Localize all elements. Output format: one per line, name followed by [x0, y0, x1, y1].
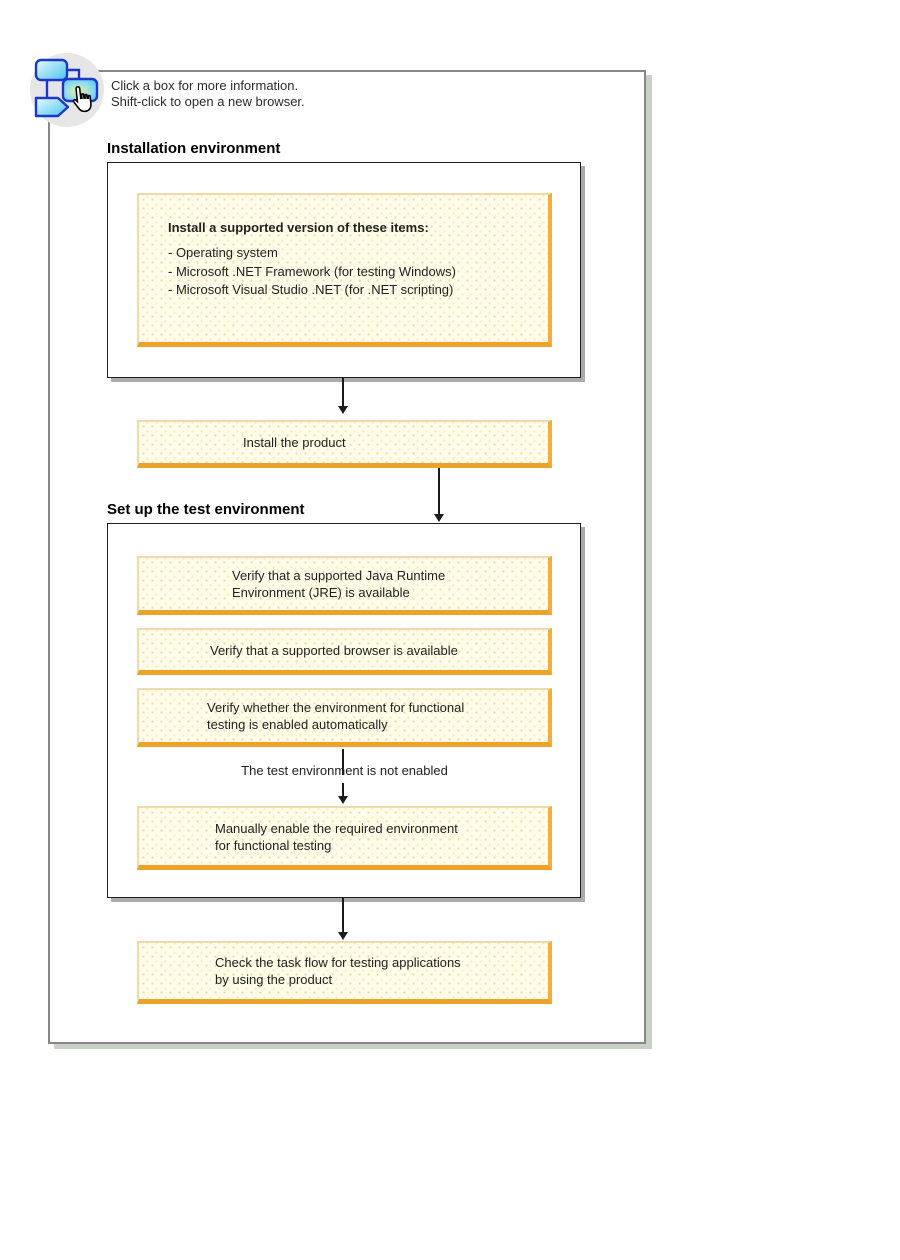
prereq-item-visual-studio: - Microsoft Visual Studio .NET (for .NET scripting): [168, 282, 454, 297]
verify-functional-line-2: testing is enabled automatically: [207, 717, 388, 732]
arrow-stem-1: [342, 378, 344, 407]
verify-jre-line-2: Environment (JRE) is available: [232, 585, 410, 600]
icon-box-1: [36, 60, 67, 80]
manual-enable-line-2: for functional testing: [215, 837, 332, 853]
verify-jre-box[interactable]: [137, 556, 552, 615]
check-task-flow-line-2: by using the product: [215, 972, 333, 987]
hint-text: [111, 78, 305, 110]
flowchart-hand-cursor-icon: [27, 49, 109, 131]
prereq-item-dotnet-framework: - Microsoft .NET Framework (for testing Windows): [168, 263, 456, 279]
verify-jre-line-1: Verify that a supported Java Runtime: [232, 568, 446, 583]
installation-environment-heading: Installation environment: [107, 140, 281, 157]
check-task-flow-line-1: Check the task flow for testing applications: [215, 955, 461, 970]
arrow-head-2: [434, 514, 444, 522]
branch-arrow-stem-lower: [342, 783, 344, 797]
verify-browser-box[interactable]: [137, 628, 552, 675]
branch-arrow-head: [338, 796, 348, 804]
prerequisites-title: Install a supported version of these items:: [168, 220, 429, 235]
branch-condition-label: The test environment is not enabled: [241, 763, 448, 778]
verify-functional-box[interactable]: [137, 688, 552, 747]
install-product-box[interactable]: [137, 420, 552, 468]
verify-functional-line-1: Verify whether the environment for functional: [207, 700, 465, 715]
manual-enable-box[interactable]: [137, 806, 552, 870]
arrow-head-1: [338, 406, 348, 414]
check-task-flow-box[interactable]: [137, 941, 552, 1004]
test-environment-heading: Set up the test environment: [107, 501, 305, 518]
flowchart-click-icon: [27, 49, 109, 131]
prereq-item-os: - Operating system: [168, 245, 278, 260]
hint-line-1: Click a box for more information.: [111, 78, 299, 93]
arrow-head-4: [338, 932, 348, 940]
manual-enable-line-1: Manually enable the required environment: [215, 820, 458, 836]
install-product-label: Install the product: [243, 435, 346, 450]
prerequisites-box[interactable]: [137, 193, 552, 347]
arrow-stem-4: [342, 898, 344, 933]
hint-line-2: Shift-click to open a new browser.: [111, 94, 305, 109]
arrow-stem-2: [438, 468, 440, 515]
verify-browser-label: Verify that a supported browser is available: [210, 642, 458, 658]
